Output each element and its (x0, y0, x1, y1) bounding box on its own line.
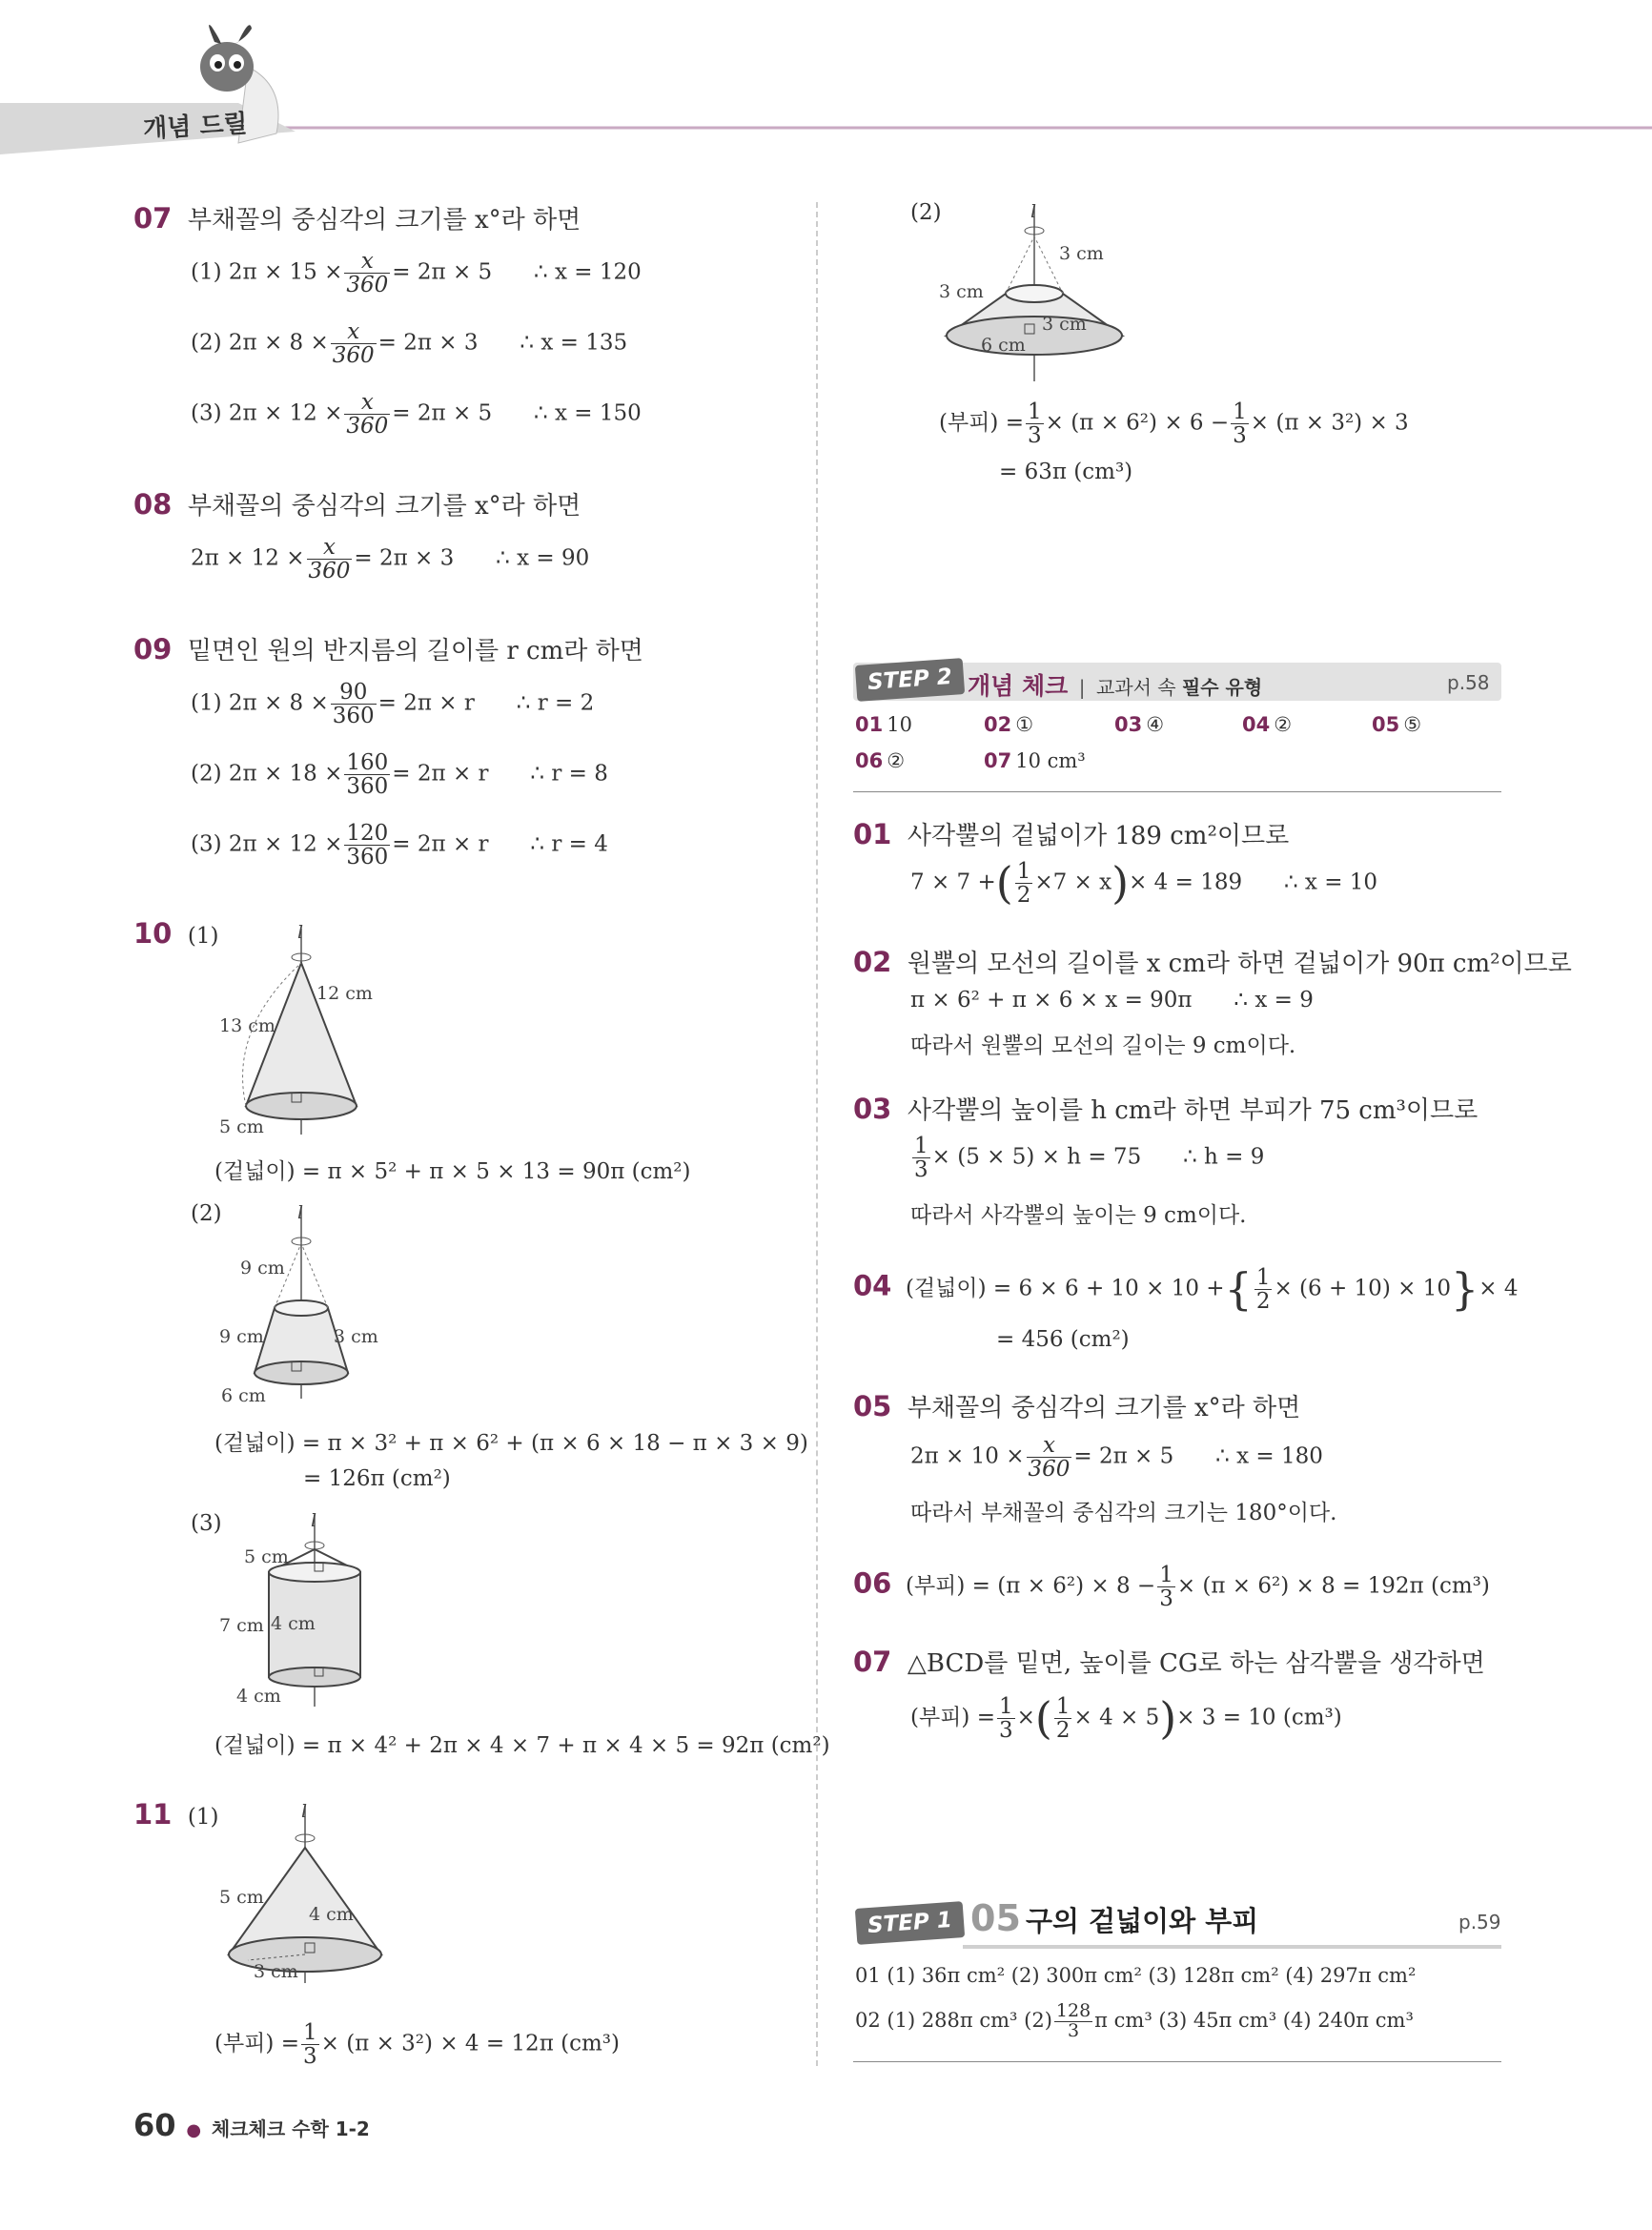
problem-10: 10 (1) (133, 917, 219, 950)
step1-bottom-rule (853, 2061, 1501, 2062)
bottom-radius-label: 6 cm (221, 1385, 266, 1403)
top-slant-label: 9 cm (240, 1258, 285, 1279)
header-label: 개념 드릴 (142, 110, 249, 144)
step1-row2: 02 (1) 288π cm³ (2) $\frac{128}{3}$ π cm³ (3) 45π cm³ (4) 240π cm³ (855, 2000, 1414, 2041)
axis-label: l (297, 925, 304, 943)
p07-line3: (3) 2π × 12 × $\frac{x}{360}$ = 2π × 5 ∴ x = 150 (191, 390, 642, 440)
p11-eq1: (부피) = $\frac{1}{3}$ × (π × 3²) × 4 = 12π (cm³) (214, 2020, 620, 2070)
column-divider (816, 202, 818, 2066)
p10-sub3: (3) (191, 1511, 222, 1536)
q05: 05 부채꼴의 중심각의 크기를 x°라 하면 (853, 1390, 1301, 1422)
top-radius-label: 3 cm (939, 281, 984, 302)
p11-sub2: (2) (910, 200, 942, 225)
q02: 02 원뿔의 모선의 길이를 x cm라 하면 겉넓이가 90π cm²이므로 (853, 946, 1572, 978)
q02-eq: π × 6² + π × 6 × x = 90π ∴ x = 9 (910, 988, 1314, 1013)
q04-eq2: = 456 (cm²) (996, 1327, 1130, 1352)
p09-line1: (1) 2π × 8 × $\frac{90}{360}$ = 2π × r ∴ r = 2 (191, 680, 595, 729)
q07: 07 △BCD를 밑면, 높이를 CG로 하는 삼각뿔을 생각하면 (853, 1646, 1485, 1678)
height-label: 7 cm (219, 1615, 264, 1636)
q03-text: 따라서 사각뿔의 높이는 9 cm이다. (910, 1203, 1247, 1228)
radius-label: 5 cm (219, 1116, 264, 1137)
q03: 03 사각뿔의 높이를 h cm라 하면 부피가 75 cm³이므로 (853, 1093, 1479, 1125)
height-label: 12 cm (316, 983, 373, 1004)
step2-badge: STEP 2 (855, 658, 965, 702)
q07-eq: (부피) = $\frac{1}{3}$ ×( $\frac{1}{2}$ × 4 × 5)× 3 = 10 (cm³) (910, 1692, 1342, 1745)
footer: 60 ● 체크체크 수학 1-2 (133, 2107, 370, 2143)
inner-height-label: 4 cm (271, 1613, 316, 1634)
top-height-label: 3 cm (1059, 243, 1104, 264)
p10-eq2b: = 126π (cm²) (303, 1466, 451, 1491)
frustum-figure-11-2 (929, 202, 1139, 383)
p10-eq2a: (겉넓이) = π × 3² + π × 6² + (π × 6 × 18 − π × 3 × 9) (214, 1431, 808, 1456)
step2-page: p.58 (1447, 671, 1490, 694)
q04-eq: 04 (겉넓이) = 6 × 6 + 10 × 10 +{ $\frac{1}{2}$ × (6 + 10) × 10}× 4 (853, 1263, 1519, 1316)
step2-rule (853, 791, 1501, 792)
p10-sub2: (2) (191, 1201, 222, 1226)
q05-text: 따라서 부채꼴의 중심각의 크기는 180°이다. (910, 1501, 1337, 1525)
p10-eq1: (겉넓이) = π × 5² + π × 5 × 13 = 90π (cm²) (214, 1159, 691, 1184)
step1-page: p.59 (1458, 1911, 1501, 1933)
height-label: 3 cm (1042, 314, 1087, 335)
top-radius-label: 3 cm (334, 1326, 378, 1347)
slant-label: 5 cm (244, 1546, 289, 1567)
p09-line3: (3) 2π × 12 × $\frac{120}{360}$ = 2π × r ∴ r = 4 (191, 821, 608, 870)
p08-line: 2π × 12 × $\frac{x}{360}$ = 2π × 3 ∴ x = 90 (191, 535, 590, 584)
cone-figure-11-1 (210, 1802, 400, 1993)
radius-label: 3 cm (254, 1961, 298, 1982)
book-title: 체크체크 수학 1-2 (211, 2117, 370, 2140)
problem-08: 08 부채꼴의 중심각의 크기를 x°라 하면 (133, 488, 581, 521)
p07-line2: (2) 2π × 8 × $\frac{x}{360}$ = 2π × 3 ∴ x = 135 (191, 319, 628, 369)
p09-line2: (2) 2π × 18 × $\frac{160}{360}$ = 2π × r ∴ r = 8 (191, 750, 608, 800)
problem-09: 09 밑면인 원의 반지름의 길이를 r cm라 하면 (133, 633, 643, 665)
step1-badge: STEP 1 (855, 1901, 965, 1945)
q05-eq: 2π × 10 × $\frac{x}{360}$ = 2π × 5 ∴ x = 180 (910, 1433, 1323, 1483)
axis-label: l (311, 1511, 317, 1531)
axis-label: l (1030, 202, 1037, 222)
frustum-figure-10-2 (210, 1203, 400, 1403)
p07-line1: (1) 2π × 15 × $\frac{x}{360}$ = 2π × 5 ∴ x = 120 (191, 249, 642, 298)
page-number: 60 (133, 2107, 176, 2143)
slant-label: 13 cm (219, 1015, 275, 1036)
cylinder-cone-figure-10-3 (210, 1511, 400, 1711)
radius-label: 4 cm (236, 1686, 281, 1707)
step1-row1: 01 (1) 36π cm² (2) 300π cm² (3) 128π cm² (4) 297π cm² (855, 1964, 1417, 1987)
q06-eq: 06 (부피) = (π × 6²) × 8 − $\frac{1}{3}$ × (π × 6²) × 8 = 192π (cm³) (853, 1563, 1490, 1612)
q02-text: 따라서 원뿔의 모선의 길이는 9 cm이다. (910, 1033, 1296, 1058)
step1-title: 05 구의 겉넓이와 부피 (970, 1897, 1259, 1939)
slant-label: 5 cm (219, 1887, 264, 1908)
problem-07: 07 부채꼴의 중심각의 크기를 x°라 하면 (133, 202, 581, 235)
side-slant-label: 9 cm (219, 1326, 264, 1347)
step2-title: 개념 체크 | 교과서 속 필수 유형 (968, 672, 1263, 700)
step1-rule (963, 1945, 1501, 1949)
axis-label: l (301, 1802, 308, 1822)
q03-eq: $\frac{1}{3}$ × (5 × 5) × h = 75 ∴ h = 9 (914, 1134, 1265, 1183)
axis-label: l (297, 1203, 304, 1223)
p11-eq2: (부피) = $\frac{1}{3}$ × (π × 6²) × 6 − $\frac{1}{3}$ × (π × 3²) × 3 (939, 399, 1409, 449)
height-label: 4 cm (309, 1904, 354, 1925)
mascot-icon (200, 25, 254, 92)
cone-figure-10-1 (210, 925, 400, 1144)
p10-eq3: (겉넓이) = π × 4² + 2π × 4 × 7 + π × 4 × 5 = 92π (cm²) (214, 1733, 830, 1758)
problem-11: 11 (1) (133, 1798, 219, 1831)
bottom-radius-label: 6 cm (981, 335, 1026, 356)
q01: 01 사각뿔의 겉넓이가 189 cm²이므로 (853, 818, 1290, 850)
p11-eq2b: = 63π (cm³) (999, 460, 1133, 484)
q01-eq: 7 × 7 +( $\frac{1}{2}$ ×7 × x)× 4 = 189 ∴ x = 10 (910, 857, 1378, 910)
